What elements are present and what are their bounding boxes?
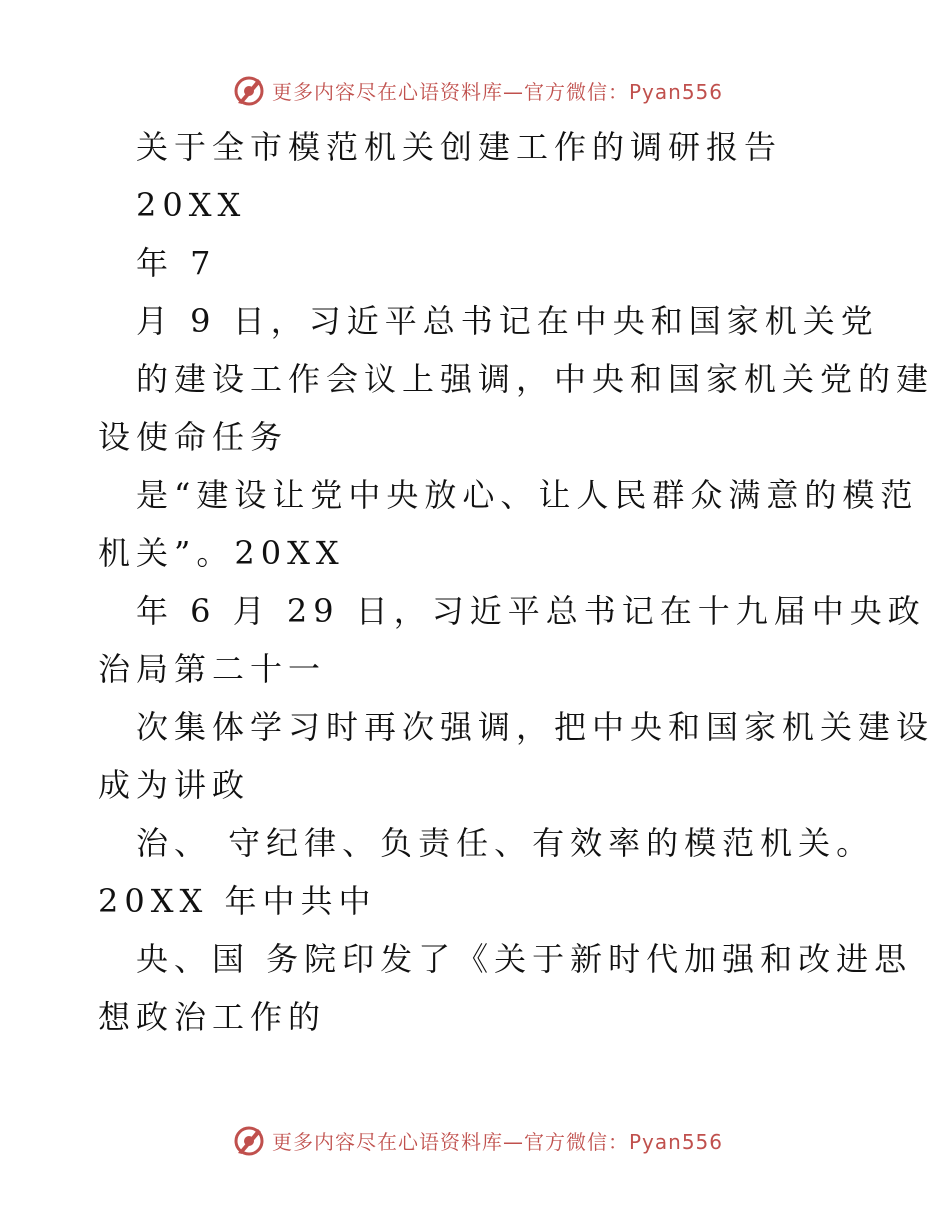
body-line: 机关”。20XX bbox=[98, 534, 345, 572]
watermark-text: 更多内容尽在心语资料库—官方微信：Pyan556 bbox=[272, 1129, 724, 1154]
body-line: 治、 守纪律、负责任、有效率的模范机关。 bbox=[136, 824, 875, 862]
quill-circle-logo-icon bbox=[232, 1123, 266, 1157]
body-line: 央、国 务院印发了《关于新时代加强和改进思 bbox=[136, 940, 913, 978]
body-line: 成为讲政 bbox=[98, 766, 251, 804]
body-line: 治局第二十一 bbox=[98, 650, 327, 688]
document-title: 关于全市模范机关创建工作的调研报告 bbox=[136, 128, 783, 166]
body-line: 月 9 日，习近平总书记在中央和国家机关党 bbox=[136, 302, 879, 340]
body-line: 年 7 bbox=[136, 244, 217, 282]
body-line: 年 6 月 29 日，习近平总书记在十九届中央政 bbox=[136, 592, 926, 630]
watermark-text: 更多内容尽在心语资料库—官方微信：Pyan556 bbox=[272, 79, 724, 104]
watermark-banner-top bbox=[232, 70, 752, 110]
body-line: 想政治工作的 bbox=[98, 998, 327, 1036]
body-line: 是“建设让党中央放心、让人民群众满意的模范 bbox=[136, 476, 919, 514]
body-line: 次集体学习时再次强调，把中央和国家机关建设 bbox=[136, 708, 935, 746]
body-line: 的建设工作会议上强调，中央和国家机关党的建 bbox=[136, 360, 935, 398]
quill-circle-logo-icon bbox=[232, 73, 266, 107]
watermark-banner-bottom bbox=[232, 1120, 752, 1160]
body-line: 20XX 年中共中 bbox=[98, 882, 377, 920]
body-line: 20XX bbox=[136, 186, 247, 224]
body-line: 设使命任务 bbox=[98, 418, 289, 456]
